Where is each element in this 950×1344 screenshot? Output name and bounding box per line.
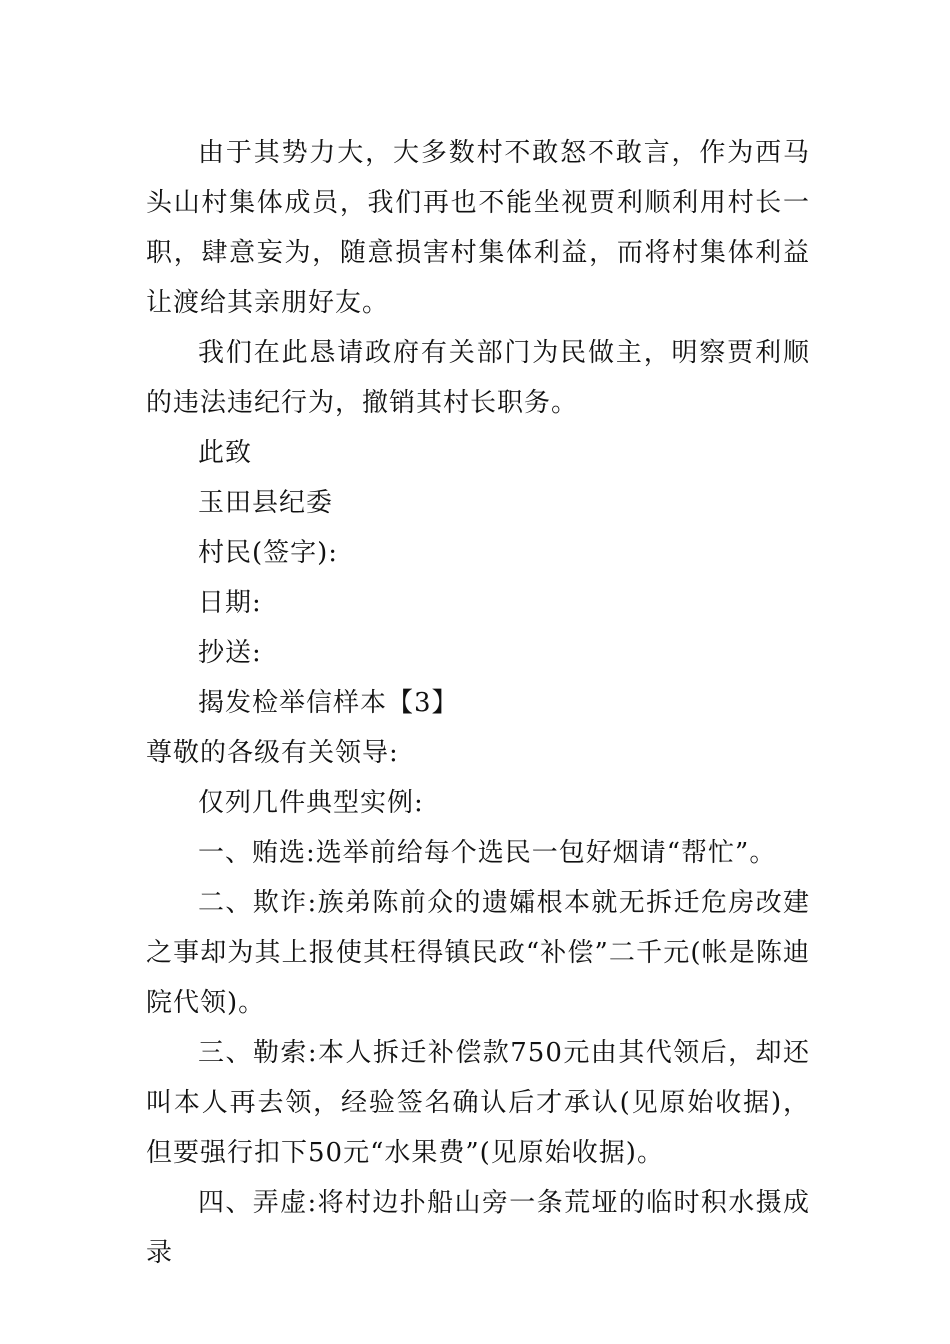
cc-line: 抄送:: [198, 638, 262, 668]
recipient: 玉田县纪委: [198, 488, 334, 518]
paragraph-complaint-context: 由于其势力大，大多数村不敢怒不敢言，作为西马头山村集体成员，我们再也不能坐视贾利顺利用村长一职，肆意妄为，随意损害村集体利益，而将村集体利益让渡给其亲朋好友。: [146, 138, 810, 318]
paragraph-item-4: 四、弄虚:将村边扑船山旁一条荒垭的临时积水摄成录: [146, 1188, 810, 1268]
greeting: 尊敬的各级有关领导:: [146, 738, 399, 768]
signature-line: 村民(签字):: [198, 538, 339, 568]
paragraph-request: 我们在此恳请政府有关部门为民做主，明察贾利顺的违法违纪行为，撤销其村长职务。: [146, 338, 810, 418]
paragraph-item-2: 二、欺诈:族弟陈前众的遗孀根本就无拆迁危房改建之事却为其上报使其枉得镇民政“补偿”二千元(帐是陈迪院代领)。: [146, 888, 810, 1018]
paragraph-item-3: 三、勒索:本人拆迁补偿款750元由其代领后，却还叫本人再去领，经验签名确认后才承认(见原始收据)，但要强行扣下50元“水果费”(见原始收据)。: [146, 1038, 810, 1168]
date-line: 日期:: [198, 588, 262, 618]
paragraph-item-1: 一、贿选:选举前给每个选民一包好烟请“帮忙”。: [198, 838, 777, 868]
section-title: 揭发检举信样本【3】: [198, 688, 459, 718]
closing-salutation: 此致: [198, 438, 253, 468]
document-body: [146, 128, 810, 1278]
paragraph-examples-intro: 仅列几件典型实例:: [198, 788, 424, 818]
